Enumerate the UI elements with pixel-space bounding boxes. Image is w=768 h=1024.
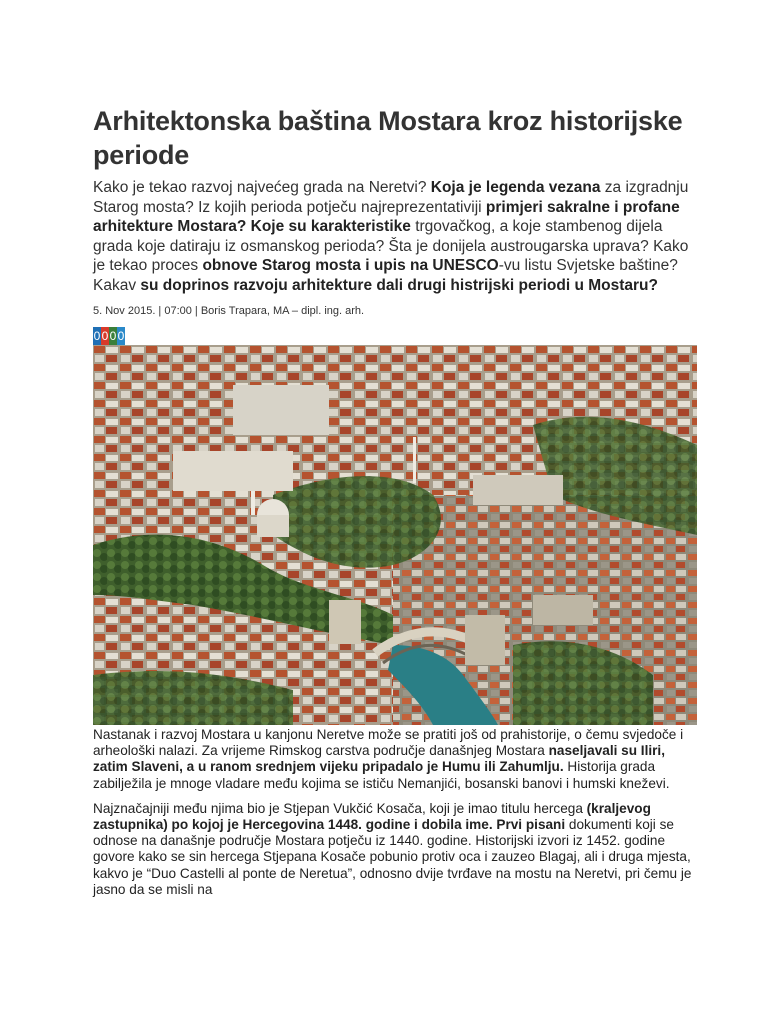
paragraph-segment-bold: naseljavali su Iliri, zatim Slaveni, a u ranom srednjem vijeku pripadalo je Humu ili Zahumlju.	[93, 743, 665, 775]
article-meta: 5. Nov 2015. | 07:00 | Boris Trapara, MA – dipl. ing. arh.	[93, 305, 365, 317]
article-paragraph-1	[93, 727, 699, 792]
article-lead	[93, 178, 699, 295]
paragraph-segment: Historija grada zabilježila je mnoge vladare među kojima se ističu Nemanjići, bosanski banovi i humski kneževi.	[93, 759, 670, 791]
lead-segment: -vu listu Svjetske baštine? Kakav	[93, 257, 678, 294]
lead-segment-bold: su doprinos razvoju arhitekture dali drugi histrijski periodi u Mostaru?	[140, 276, 658, 294]
counter-digit: 0	[109, 329, 117, 343]
article-paragraph-2	[93, 801, 699, 898]
counter-digit: 0	[117, 329, 125, 343]
article-title: Arhitektonska baština Mostara kroz historijske periode	[93, 106, 683, 170]
lead-segment: trgovačkog, a koje stambenog dijela grada koje datiraju iz osmanskog perioda? Šta je donijela austrougarska uprava? Kako je tekao proces	[93, 218, 689, 274]
paragraph-segment: dokumenti koji se odnose na današnje područje Mostara potječu iz 1440. godine. Historijski izvori iz 1452. godine govore kako se sin hercega Stjepana Kosače pobunio protiv oca i zauzeo Blagaj, ali i druga mjesta, kakvo je “Duo Castelli al ponte de Neretua”, odnosno dvije tvrđave na mostu na Neretvi, pri čemu je jasno da se misli na	[93, 817, 692, 897]
lead-segment: za izgradnju Starog mosta? Iz kojih perioda potječu najreprezentativiji	[93, 179, 689, 216]
paragraph-segment-bold: Prvi pisani	[496, 817, 566, 833]
lead-segment-bold: primjeri sakralne i profane arhitekture Mostara? Koje su karakteristike	[93, 198, 680, 235]
article-photo	[93, 345, 697, 725]
lead-segment-bold: obnove Starog mosta i upis na UNESCO	[202, 257, 499, 274]
lead-segment: Kako je tekao razvoj najvećeg grada na Neretvi?	[93, 179, 431, 196]
mostar-aerial-illustration	[93, 345, 697, 725]
paragraph-segment: Nastanak i razvoj Mostara u kanjonu Neretve može se pratiti još od prahistorije, o čemu svjedoče i arheološki nalazi. Za vrijeme Rimskog carstva područje današnjeg Mostara	[93, 727, 684, 759]
paragraph-segment: Najznačajniji među njima bio je Stjepan Vukčić Kosača, koji je imao titulu hercega	[93, 800, 587, 816]
counter-digit: 0	[101, 329, 109, 343]
paragraph-segment-bold: (kraljevog zastupnika) po kojoj je Hercegovina 1448. godine i dobila ime.	[93, 800, 651, 833]
share-counter[interactable]	[93, 327, 699, 345]
counter-digit: 0	[93, 329, 101, 343]
article	[93, 104, 699, 898]
lead-segment-bold: Koja je legenda vezana	[430, 179, 601, 196]
